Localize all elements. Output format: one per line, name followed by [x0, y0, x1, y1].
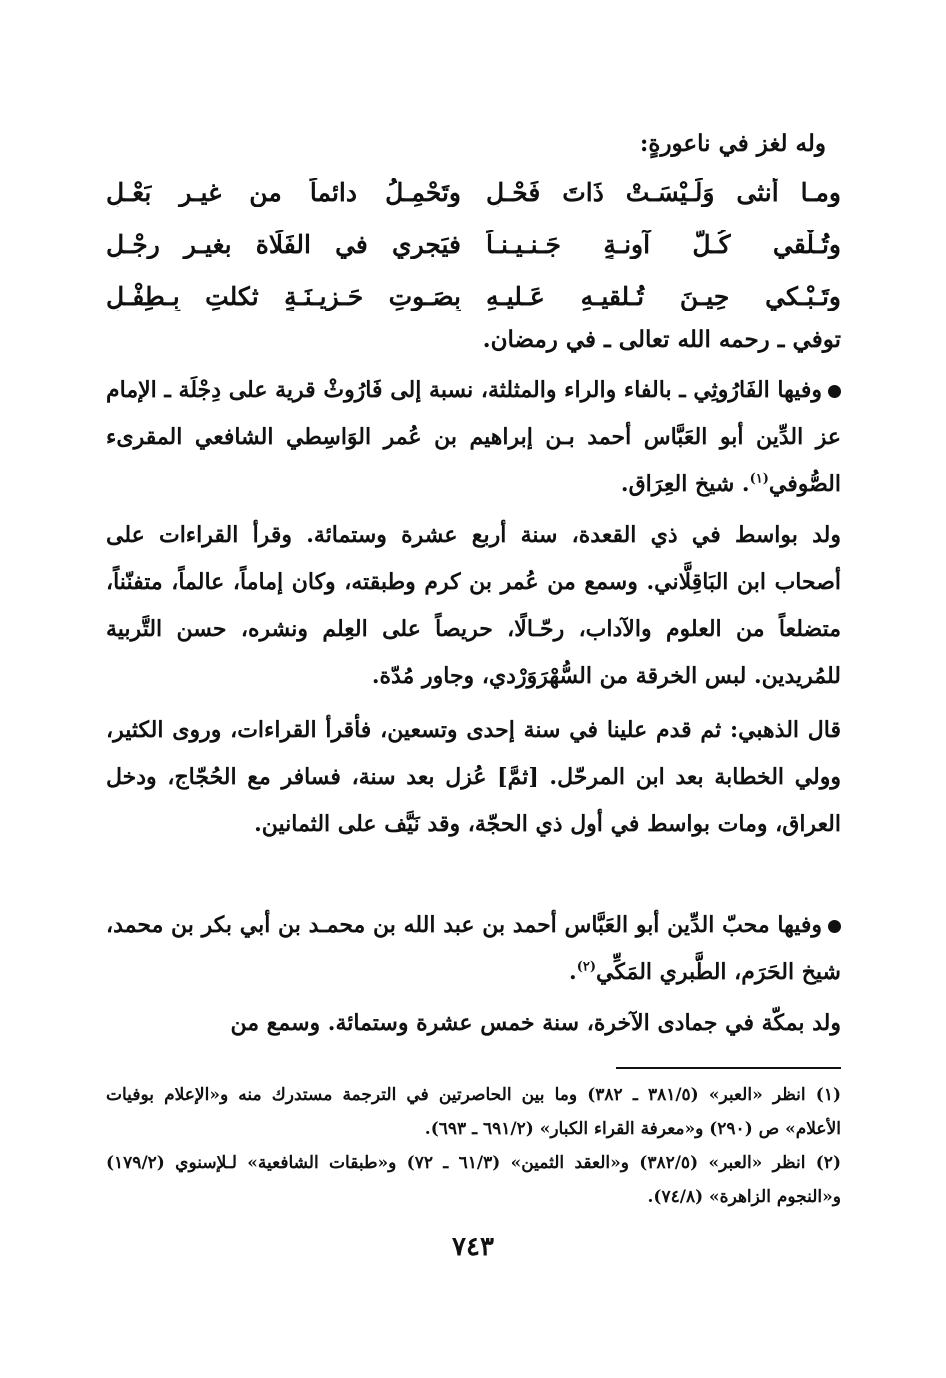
riddle-poem — [106, 166, 841, 322]
entry-text-tail: . — [569, 959, 577, 985]
footnote-reference[interactable]: (٢) — [576, 959, 596, 975]
entry-text-tail: . شيخ العِرَاق. — [620, 471, 750, 497]
paragraph-birth-studies: ولد بواسط في ذي القعدة، سنة أربع عشرة وستمائة. وقرأ القراءات على أصحاب ابن البَاقِلَّاني. وسمع من عُمر بن كرم وطبقته، وكان إماماً، عالماً، متفنّناً، متضلعاً من العلوم والآداب، رحّـالًا، حريصاً على العِلم ونشره، حسن التَّربية للمُريدين. لبس الخرقة من السُّهْرَوَرْدي، وجاور مُدّة. — [106, 522, 841, 689]
entry-text: وفيها محبّ الدِّين أبو العَبَّاس أحمد بن عبد الله بن محمـد بن أبي بكر بن محمد، شيخ الحَرَم، الطَّبري المَكِّي — [106, 912, 841, 985]
verse-first-hemistich: وتَـبْـكي حِيـنَ تُـلقيـهِ عَـليـهِ — [486, 281, 841, 311]
poem-verse — [106, 270, 841, 322]
biography-entry-tabari — [106, 902, 841, 996]
paragraph-birth-makkah: ولد بمكّة في جمادى الآخرة، سنة خمس عشرة وستمائة. وسمع من — [230, 1010, 841, 1036]
bullet-icon — [828, 385, 841, 398]
verse-second-hemistich: فيَجري في الفَلَاة بغيـرِ رِجْـلِ — [106, 229, 461, 259]
verse-first-hemistich: ومـا أُنثى وَلَـيْسَـتْ ذَاتَ فَحْـلِ — [486, 177, 841, 207]
footnote-item: (١) انظر «العبر» (٣٨١/٥ ـ ٣٨٢) وما بين الحاصرتين في الترجمة مستدرك منه و«الإعلام بوفيات الأعلام» ص (٢٩٠) و«معرفة القراء الكبار» (٦٩١/٢ ـ ٦٩٣). — [106, 1085, 841, 1139]
verse-second-hemistich: وتَحْمِـلُ دائماً من غيـرِ بَعْـلِ — [106, 177, 461, 207]
death-note: توفي ـ رحمه الله تعالى ـ في رمضان. — [482, 326, 841, 353]
verse-first-hemistich: وتُـلْقي كُـلَّ آونـةٍ جَـنـيـنـاً — [486, 229, 841, 259]
footnotes — [106, 1078, 841, 1214]
entry-text: وفيها الفَارُوثِي ـ بالفاء والراء والمثلثة، نسبة إلى فَارُوثْ قرية على دِجْلَة ـ الإمام عز الدِّين أبو العَبَّاس أحمد بـن إبراهيم بن عُمر الوَاسِطي الشافعي المقرىء الصُّوفي — [106, 377, 841, 497]
bullet-icon — [828, 920, 841, 933]
verse-second-hemistich: بِصَـوتِ حَـزيـنَـةٍ ثكلتِ بِـطِفْـلِ — [106, 281, 461, 311]
page-number: ٧٤٣ — [452, 1232, 494, 1262]
footnote-divider — [616, 1067, 841, 1069]
footnote-item: (٢) انظر «العبر» (٣٨٢/٥) و«العقد الثمين» (٦١/٣ ـ ٧٢) و«طبقات الشافعية» لـلإسنوي (١٧٩/٢) و«النجوم الزاهرة» (٧٤/٨). — [106, 1153, 841, 1207]
footnote-reference[interactable]: (١) — [749, 471, 769, 487]
paragraph-dhahabi-quote: قال الذهبي: ثم قدم علينا في سنة إحدى وتسعين، فأقرأ القراءات، وروى الكثير، وولي الخطابة بعد ابن المرحّل. [ثمَّ] عُزل بعد سنة، فسافر مع الحُجّاج، ودخل العراق، ومات بواسط في أول ذي الحجّة، وقد نَيَّف على الثمانين. — [106, 717, 841, 837]
poem-verse — [106, 166, 841, 218]
biography-entry-farouthi — [106, 367, 841, 508]
poem-intro: وله لغز في ناعورةٍ: — [639, 130, 826, 157]
poem-verse — [106, 218, 841, 270]
